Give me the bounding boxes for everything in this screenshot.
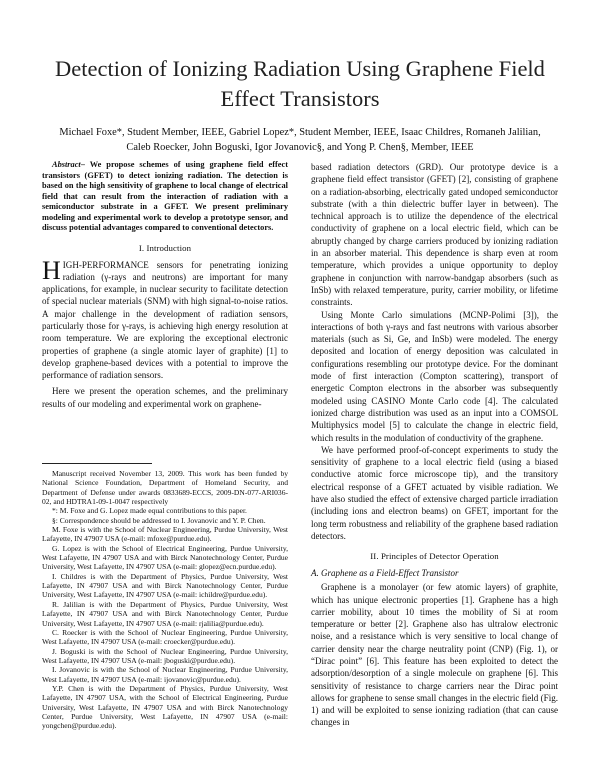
- intro-paragraph-1: [42, 255, 288, 382]
- paper-title: Detection of Ionizing Radiation Using Graphene Field Effect Transistors: [55, 56, 545, 111]
- footnotes: [42, 463, 288, 731]
- intro-paragraph-1-text: IGH-PERFORMANCE sensors for penetrating ionizing radiation (γ-rays and neutrons) are important for many applications, for example, in nuclear security to facilitate detection of special nuclear materials (SNM) with high signal-to-noise ratios. A major challenge in the development of radiation sensors, particularly those for γ-rays, is achieving high energy resolution at room temperature. We are exploring the exceptional electronic properties of graphene (a single atomic layer of graphite) [1] to develop graphene-based devices with a potential to improve the performance of radiation sensors.: [42, 259, 288, 381]
- footnote-item: J. Boguski is with the School of Nuclear Engineering, Purdue University, West Lafayette, IN 47907 USA (e-mail: jboguski@purdue.edu).: [42, 646, 288, 665]
- intro-paragraph-2: Here we present the operation schemes, and the preliminary results of our modeling and experimental work on graphene-: [42, 386, 288, 409]
- author-list: [30, 125, 570, 155]
- footnote-item: §: Correspondence should be addressed to I. Jovanovic and Y. P. Chen.: [52, 515, 266, 525]
- footnote-rule: [42, 463, 152, 464]
- footnote-item: I. Jovanovic is with the School of Nuclear Engineering, Purdue University, West Lafayette, IN 47907 USA (e-mail: ijovanovic@purdue.edu).: [42, 665, 288, 684]
- body-paragraph: We have performed proof-of-concept experiments to study the sensitivity of graphene to a local electric field (using a biased conductive atomic force microscope tip), and the transitory electrical response of a GFET actuated by visible radiation. We have also studied the effect of extensive charged particle irradiation (including ions and electron beams) on GFET, important for the long term robustness and reliability of the graphene based radiation detectors.: [311, 444, 558, 541]
- footnote-item: R. Jalilian is with the Department of Physics, Purdue University, West Lafayette, IN 47907 USA and with Birck Nanotechnology Center, Purdue University, West Lafayette, IN 47907 USA (e-mail: rjalilia@purdue.edu).: [42, 599, 288, 628]
- footnote-item: I. Childres is with the Department of Physics, Purdue University, West Lafayette, IN 47907 USA and with Birck Nanotechnology Center, Purdue University, West Lafayette, IN 47907 USA (e-mail: ichildre@purdue.edu).: [42, 571, 288, 600]
- footnote-item: Y.P. Chen is with the Department of Physics, Purdue University, West Lafayette, IN 47907 USA, with the School of Electrical Engineering, Purdue University, West Lafayette, IN 47907 USA and with Birck Nanotechnology Center, Purdue University, West Lafayette, IN 47907 USA (e-mail: yongchen@purdue.edu).: [42, 683, 288, 731]
- body-paragraph: Graphene is a monolayer (or few atomic layers) of graphite, which has unique electronic properties [1]. Graphene has a high carrier mobility, about 10 times the mobility of Si at room temperature or better [2]. Graphene also has ultralow electronic noise, and a resistance which is very sensitive to local change of carrier density near the charge neutrality point (CNP) (Fig. 1), or “Dirac point” [6]. This feature has been exploited to detect the adsorption/desorption of a single molecule on graphene [6]. This sensitivity of resistance to charge carriers near the Dirac point allows for graphene to sense small changes in the electric field (Fig. 1) and will be exploited to sense ionizing radiation (that can cause changes in: [311, 582, 558, 728]
- footnote-item: C. Roecker is with the School of Nuclear Engineering, Purdue University, West Lafayette, IN 47907 USA (e-mail: croecker@purdue.edu).: [42, 627, 288, 647]
- body-paragraph: based radiation detectors (GRD). Our prototype device is a graphene field effect transistor (GFET) [2], consisting of graphene on a radiation-absorbing, electrically gated undoped semiconductor substrate (with a thin dielectric buffer layer in between). The technical approach is to utilize the dependence of the electrical conductivity of graphene on a local electric field, which can be abruptly changed by charge carriers produced by ionizing radiation in an absorber material. This dependence is sharp even at room temperature, which provides a unique opportunity to deploy graphene in conjunction with narrow-bandgap absorbers (such as InSb) with relaxed temperature, purity, carrier mobility, or lifetime constraints.: [311, 162, 558, 308]
- drop-cap: H: [42, 255, 61, 285]
- left-column: [42, 160, 288, 410]
- section-heading-principles: II. Principles of Detector Operation: [370, 551, 499, 562]
- abstract-label: Abstract: [52, 160, 81, 169]
- abstract: [42, 160, 288, 234]
- author-line-1: Michael Foxe*, Student Member, IEEE, Gabriel Lopez*, Student Member, IEEE, Isaac Childres, Romaneh Jalilian,: [59, 127, 541, 138]
- section-heading-introduction: I. Introduction: [138, 242, 192, 253]
- footnote-item: G. Lopez is with the School of Electrical Engineering, Purdue University, West Lafayette, IN 47907 USA and with Birck Nanotechnology Center, Purdue University, West Lafayette, IN 47907 USA (e-mail: glopez@ecn.purdue.edu).: [42, 543, 288, 572]
- subsection-heading-graphene-fet: A. Graphene as a Field-Effect Transistor: [311, 568, 459, 579]
- abstract-text: – We propose schemes of using graphene field effect transistors (GFET) to detect ionizing radiation. The detection is based on the high sensitivity of graphene to local change of electrical field that can result from the interaction of radiation with a semiconductor substrate in a GFET. We present preliminary modeling and experimental work to develop a prototype sensor, and discuss potential advantages compared to conventional detectors.: [42, 160, 288, 232]
- footnote-item: M. Foxe is with the School of Nuclear Engineering, Purdue University, West Lafayette, IN 47907 USA (e-mail: mfoxe@purdue.edu).: [42, 525, 288, 544]
- footnote-item: Manuscript received November 13, 2009. This work has been funded by National Science Foundation, Department of Homeland Security, and Department of Defense under awards 0833689-ECCS, 2009-DN-077-ARI036-02, and HDTRA1-09-1-0047 respectively: [42, 469, 288, 507]
- body-paragraph: Using Monte Carlo simulations (MCNP-Polimi [3]), the interactions of both γ-rays and fast neutrons with various absorber materials (such as Si, Ge, and InSb) were modeled. The energy deposited and location of energy deposition was calculated in configurations resembling our prototype device. For the dominant mode of first interaction (Compton scattering), transport of energetic Compton electrons in the absorber was subsequently modeled using CASINO Monte Carlo code [4]. The calculated ionized charge distribution was used as an input into a COMSOL Multiphysics model [5] to calculate the change in electric field, which results in the modulation of conductivity of the graphene.: [311, 309, 558, 443]
- footnote-item: *: M. Foxe and G. Lopez made equal contributions to this paper.: [52, 506, 247, 516]
- author-line-2: Caleb Roecker, John Boguski, Igor Jovanovic§, and Yong P. Chen§, Member, IEEE: [126, 142, 474, 153]
- right-column: [311, 161, 558, 729]
